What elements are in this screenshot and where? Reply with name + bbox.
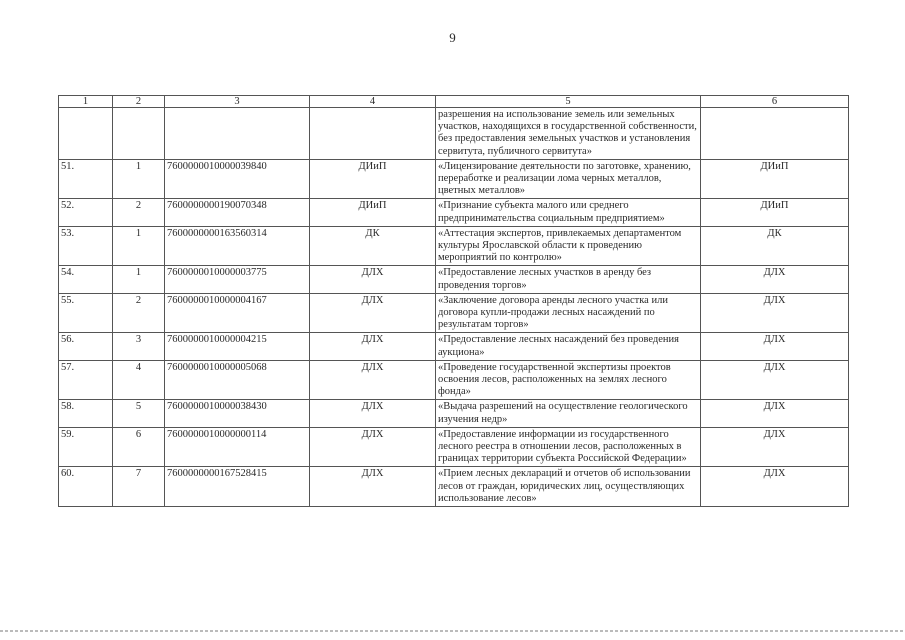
cell-number: 59. <box>59 427 113 467</box>
cell-code: 7600000010000039840 <box>165 159 310 199</box>
cell-sub-number: 7 <box>113 467 165 507</box>
cell-code: 7600000010000004167 <box>165 293 310 333</box>
cell-department: ДЛХ <box>310 400 436 427</box>
cell-code: 7600000000167528415 <box>165 467 310 507</box>
cell-service: «Выдача разрешений на осуществление геологического изучения недр» <box>436 400 701 427</box>
cell-responsible: ДЛХ <box>701 467 849 507</box>
cell-sub-number: 2 <box>113 293 165 333</box>
cell-sub-number: 6 <box>113 427 165 467</box>
cell-code: 7600000000163560314 <box>165 226 310 266</box>
table-row-continuation <box>59 108 849 160</box>
cell-service: разрешения на использование земель или земельных участков, находящихся в государственной собственности, без предоставления земельных участков и установления сервитута, публичного сервитута» <box>436 108 701 160</box>
cell-responsible: ДЛХ <box>701 266 849 293</box>
cell-code: 7600000010000004215 <box>165 333 310 360</box>
cell-department: ДИиП <box>310 159 436 199</box>
cell-number: 52. <box>59 199 113 226</box>
cell-code: 7600000000190070348 <box>165 199 310 226</box>
cell-service: «Предоставление лесных участков в аренду без проведения торгов» <box>436 266 701 293</box>
column-header: 2 <box>113 96 165 108</box>
cell-responsible: ДИиП <box>701 159 849 199</box>
table-header-row <box>59 96 849 108</box>
table-row <box>59 467 849 507</box>
cell-service: «Прием лесных деклараций и отчетов об использовании лесов от граждан, юридических лиц, осуществляющих использование лесов» <box>436 467 701 507</box>
cell-department: ДЛХ <box>310 333 436 360</box>
table-row <box>59 199 849 226</box>
table-row <box>59 427 849 467</box>
cell-number: 57. <box>59 360 113 400</box>
cell-responsible: ДЛХ <box>701 293 849 333</box>
cell-number: 60. <box>59 467 113 507</box>
cell-responsible: ДЛХ <box>701 333 849 360</box>
cell-service: «Лицензирование деятельности по заготовке, хранению, переработке и реализации лома черных металлов, цветных металлов» <box>436 159 701 199</box>
cell-code: 7600000010000038430 <box>165 400 310 427</box>
cell-responsible: ДЛХ <box>701 360 849 400</box>
cell-sub-number: 1 <box>113 226 165 266</box>
cell-sub-number: 1 <box>113 159 165 199</box>
cell-code: 7600000010000000114 <box>165 427 310 467</box>
column-header: 4 <box>310 96 436 108</box>
cell-department: ДЛХ <box>310 293 436 333</box>
cell-service: «Признание субъекта малого или среднего предпринимательства социальным предприятием» <box>436 199 701 226</box>
cell-department: ДЛХ <box>310 266 436 293</box>
table-row <box>59 333 849 360</box>
table-row <box>59 266 849 293</box>
table-row <box>59 293 849 333</box>
cell-code <box>165 108 310 160</box>
cell-department: ДК <box>310 226 436 266</box>
cell-responsible: ДЛХ <box>701 427 849 467</box>
column-header: 3 <box>165 96 310 108</box>
services-table <box>58 95 849 507</box>
cell-number: 55. <box>59 293 113 333</box>
cell-department: ДИиП <box>310 199 436 226</box>
cell-service: «Предоставление лесных насаждений без проведения аукциона» <box>436 333 701 360</box>
page-number: 9 <box>449 30 456 45</box>
cell-service: «Проведение государственной экспертизы проектов освоения лесов, расположенных на землях лесного фонда» <box>436 360 701 400</box>
cell-service: «Заключение договора аренды лесного участка или договора купли-продажи лесных насаждений по результатам торгов» <box>436 293 701 333</box>
cell-responsible: ДИиП <box>701 199 849 226</box>
table-row <box>59 159 849 199</box>
cell-sub-number: 5 <box>113 400 165 427</box>
cell-department: ДЛХ <box>310 360 436 400</box>
table-row <box>59 360 849 400</box>
cell-department <box>310 108 436 160</box>
cell-responsible <box>701 108 849 160</box>
cell-code: 7600000010000005068 <box>165 360 310 400</box>
cell-sub-number <box>113 108 165 160</box>
cell-service: «Аттестация экспертов, привлекаемых департаментом культуры Ярославской области к проведению мероприятий по контролю» <box>436 226 701 266</box>
cell-service: «Предоставление информации из государственного лесного реестра в отношении лесов, расположенных в границах территории субъекта Российской Федерации» <box>436 427 701 467</box>
table-row <box>59 226 849 266</box>
cell-responsible: ДЛХ <box>701 400 849 427</box>
table-row <box>59 400 849 427</box>
cell-number <box>59 108 113 160</box>
scan-edge-divider <box>0 630 905 632</box>
cell-code: 7600000010000003775 <box>165 266 310 293</box>
cell-number: 56. <box>59 333 113 360</box>
column-header: 5 <box>436 96 701 108</box>
cell-number: 54. <box>59 266 113 293</box>
cell-sub-number: 1 <box>113 266 165 293</box>
cell-number: 58. <box>59 400 113 427</box>
cell-sub-number: 2 <box>113 199 165 226</box>
cell-department: ДЛХ <box>310 467 436 507</box>
cell-responsible: ДК <box>701 226 849 266</box>
cell-sub-number: 3 <box>113 333 165 360</box>
column-header: 6 <box>701 96 849 108</box>
cell-number: 51. <box>59 159 113 199</box>
column-header: 1 <box>59 96 113 108</box>
cell-number: 53. <box>59 226 113 266</box>
cell-department: ДЛХ <box>310 427 436 467</box>
cell-sub-number: 4 <box>113 360 165 400</box>
